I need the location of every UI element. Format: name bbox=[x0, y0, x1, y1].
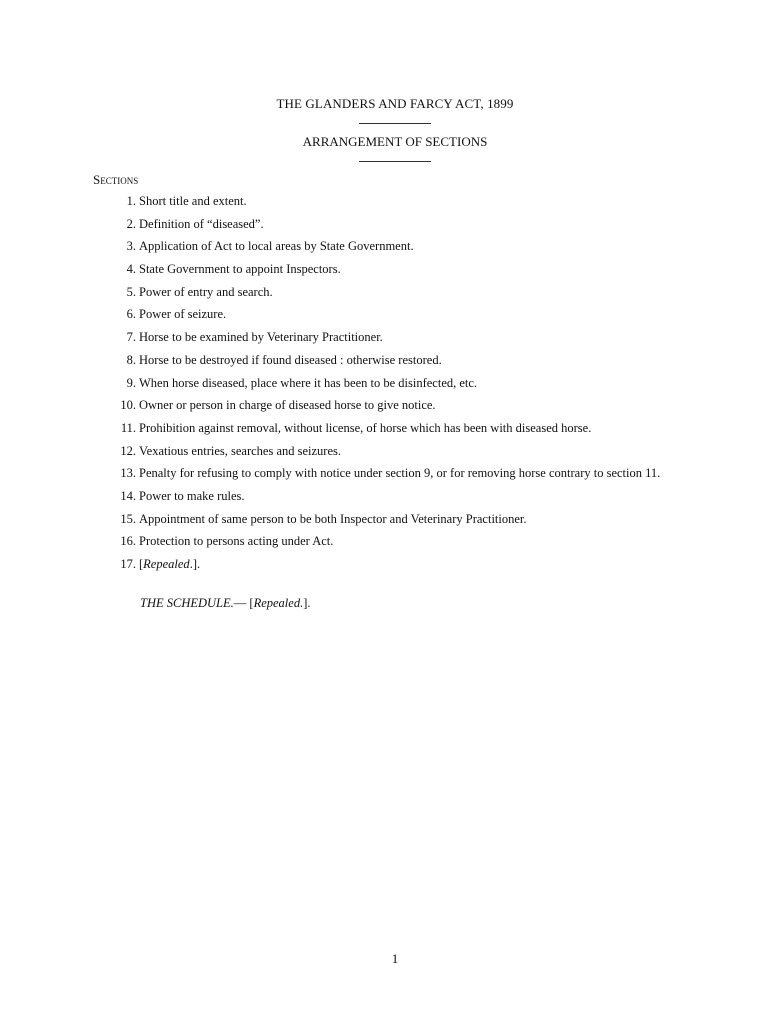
section-number: 10. bbox=[120, 398, 136, 413]
section-text: When horse diseased, place where it has been to be disinfected, etc. bbox=[139, 375, 478, 390]
section-number: 1. bbox=[126, 194, 136, 208]
section-number: 6. bbox=[126, 307, 136, 322]
title-divider bbox=[359, 123, 431, 124]
section-text: Power of entry and search. bbox=[139, 284, 273, 299]
document-title: THE GLANDERS AND FARCY ACT, 1899 bbox=[276, 96, 514, 111]
section-number: 5. bbox=[126, 284, 136, 299]
section-text bbox=[139, 557, 683, 572]
section-item bbox=[93, 239, 683, 254]
section-text: Horse to be examined by Veterinary Practitioner. bbox=[139, 330, 383, 345]
section-text-suffix: .]. bbox=[189, 557, 201, 571]
schedule-suffix: ]. bbox=[303, 596, 311, 610]
section-text: Horse to be destroyed if found diseased : otherwise restored. bbox=[139, 352, 442, 367]
section-number: 13. bbox=[120, 466, 136, 481]
section-item bbox=[93, 217, 683, 232]
section-number: 2. bbox=[126, 216, 136, 231]
section-item bbox=[93, 512, 683, 527]
section-text: Power to make rules. bbox=[139, 488, 245, 503]
section-number: 7. bbox=[126, 330, 136, 345]
section-number: 4. bbox=[126, 262, 136, 277]
sections-heading: Sections bbox=[93, 172, 139, 187]
section-number: 15. bbox=[120, 511, 136, 526]
section-text: Definition of “diseased”. bbox=[139, 216, 264, 231]
section-text: Application of Act to local areas by State Government. bbox=[139, 239, 414, 254]
section-item bbox=[93, 398, 683, 413]
section-number: 11. bbox=[120, 420, 136, 435]
schedule-label: THE SCHEDULE. bbox=[140, 596, 234, 610]
section-text: Prohibition against removal, without license, of horse which has been with diseased horse. bbox=[139, 420, 592, 435]
section-number: 14. bbox=[120, 488, 136, 503]
section-number: 16. bbox=[120, 534, 136, 549]
section-number: 3. bbox=[126, 239, 136, 254]
document-subtitle: ARRANGEMENT OF SECTIONS bbox=[302, 134, 488, 149]
sections-list bbox=[93, 194, 683, 580]
section-text: Power of seizure. bbox=[139, 307, 227, 322]
section-text: Short title and extent. bbox=[139, 194, 247, 208]
section-item bbox=[93, 330, 683, 345]
schedule-dash: — [ bbox=[233, 596, 254, 610]
section-item bbox=[93, 262, 683, 277]
section-text: Appointment of same person to be both Inspector and Veterinary Practitioner. bbox=[139, 511, 527, 526]
page-number: 1 bbox=[391, 951, 399, 966]
section-text-repealed: Repealed bbox=[143, 557, 190, 571]
section-text: Penalty for refusing to comply with notice under section 9, or for removing horse contrary to section 11. bbox=[139, 466, 661, 481]
section-item bbox=[93, 557, 683, 572]
section-item bbox=[93, 466, 683, 481]
section-item bbox=[93, 489, 683, 504]
subtitle-divider bbox=[359, 161, 431, 162]
section-text: Vexatious entries, searches and seizures. bbox=[139, 443, 342, 458]
section-number: 17. bbox=[120, 557, 136, 571]
section-text: Owner or person in charge of diseased horse to give notice. bbox=[139, 398, 436, 413]
section-item bbox=[93, 421, 683, 436]
section-item bbox=[93, 194, 683, 209]
schedule-repealed: Repealed. bbox=[253, 596, 304, 610]
section-item bbox=[93, 285, 683, 300]
section-text: Protection to persons acting under Act. bbox=[139, 534, 334, 549]
section-item bbox=[93, 353, 683, 368]
section-number: 12. bbox=[120, 443, 136, 458]
section-text: State Government to appoint Inspectors. bbox=[139, 262, 341, 277]
section-item bbox=[93, 376, 683, 391]
section-item bbox=[93, 444, 683, 459]
section-item bbox=[93, 307, 683, 322]
section-number: 9. bbox=[126, 375, 136, 390]
section-text-prefix: [ bbox=[139, 557, 144, 571]
schedule-line bbox=[140, 596, 311, 611]
section-number: 8. bbox=[126, 352, 136, 367]
section-item bbox=[93, 534, 683, 549]
